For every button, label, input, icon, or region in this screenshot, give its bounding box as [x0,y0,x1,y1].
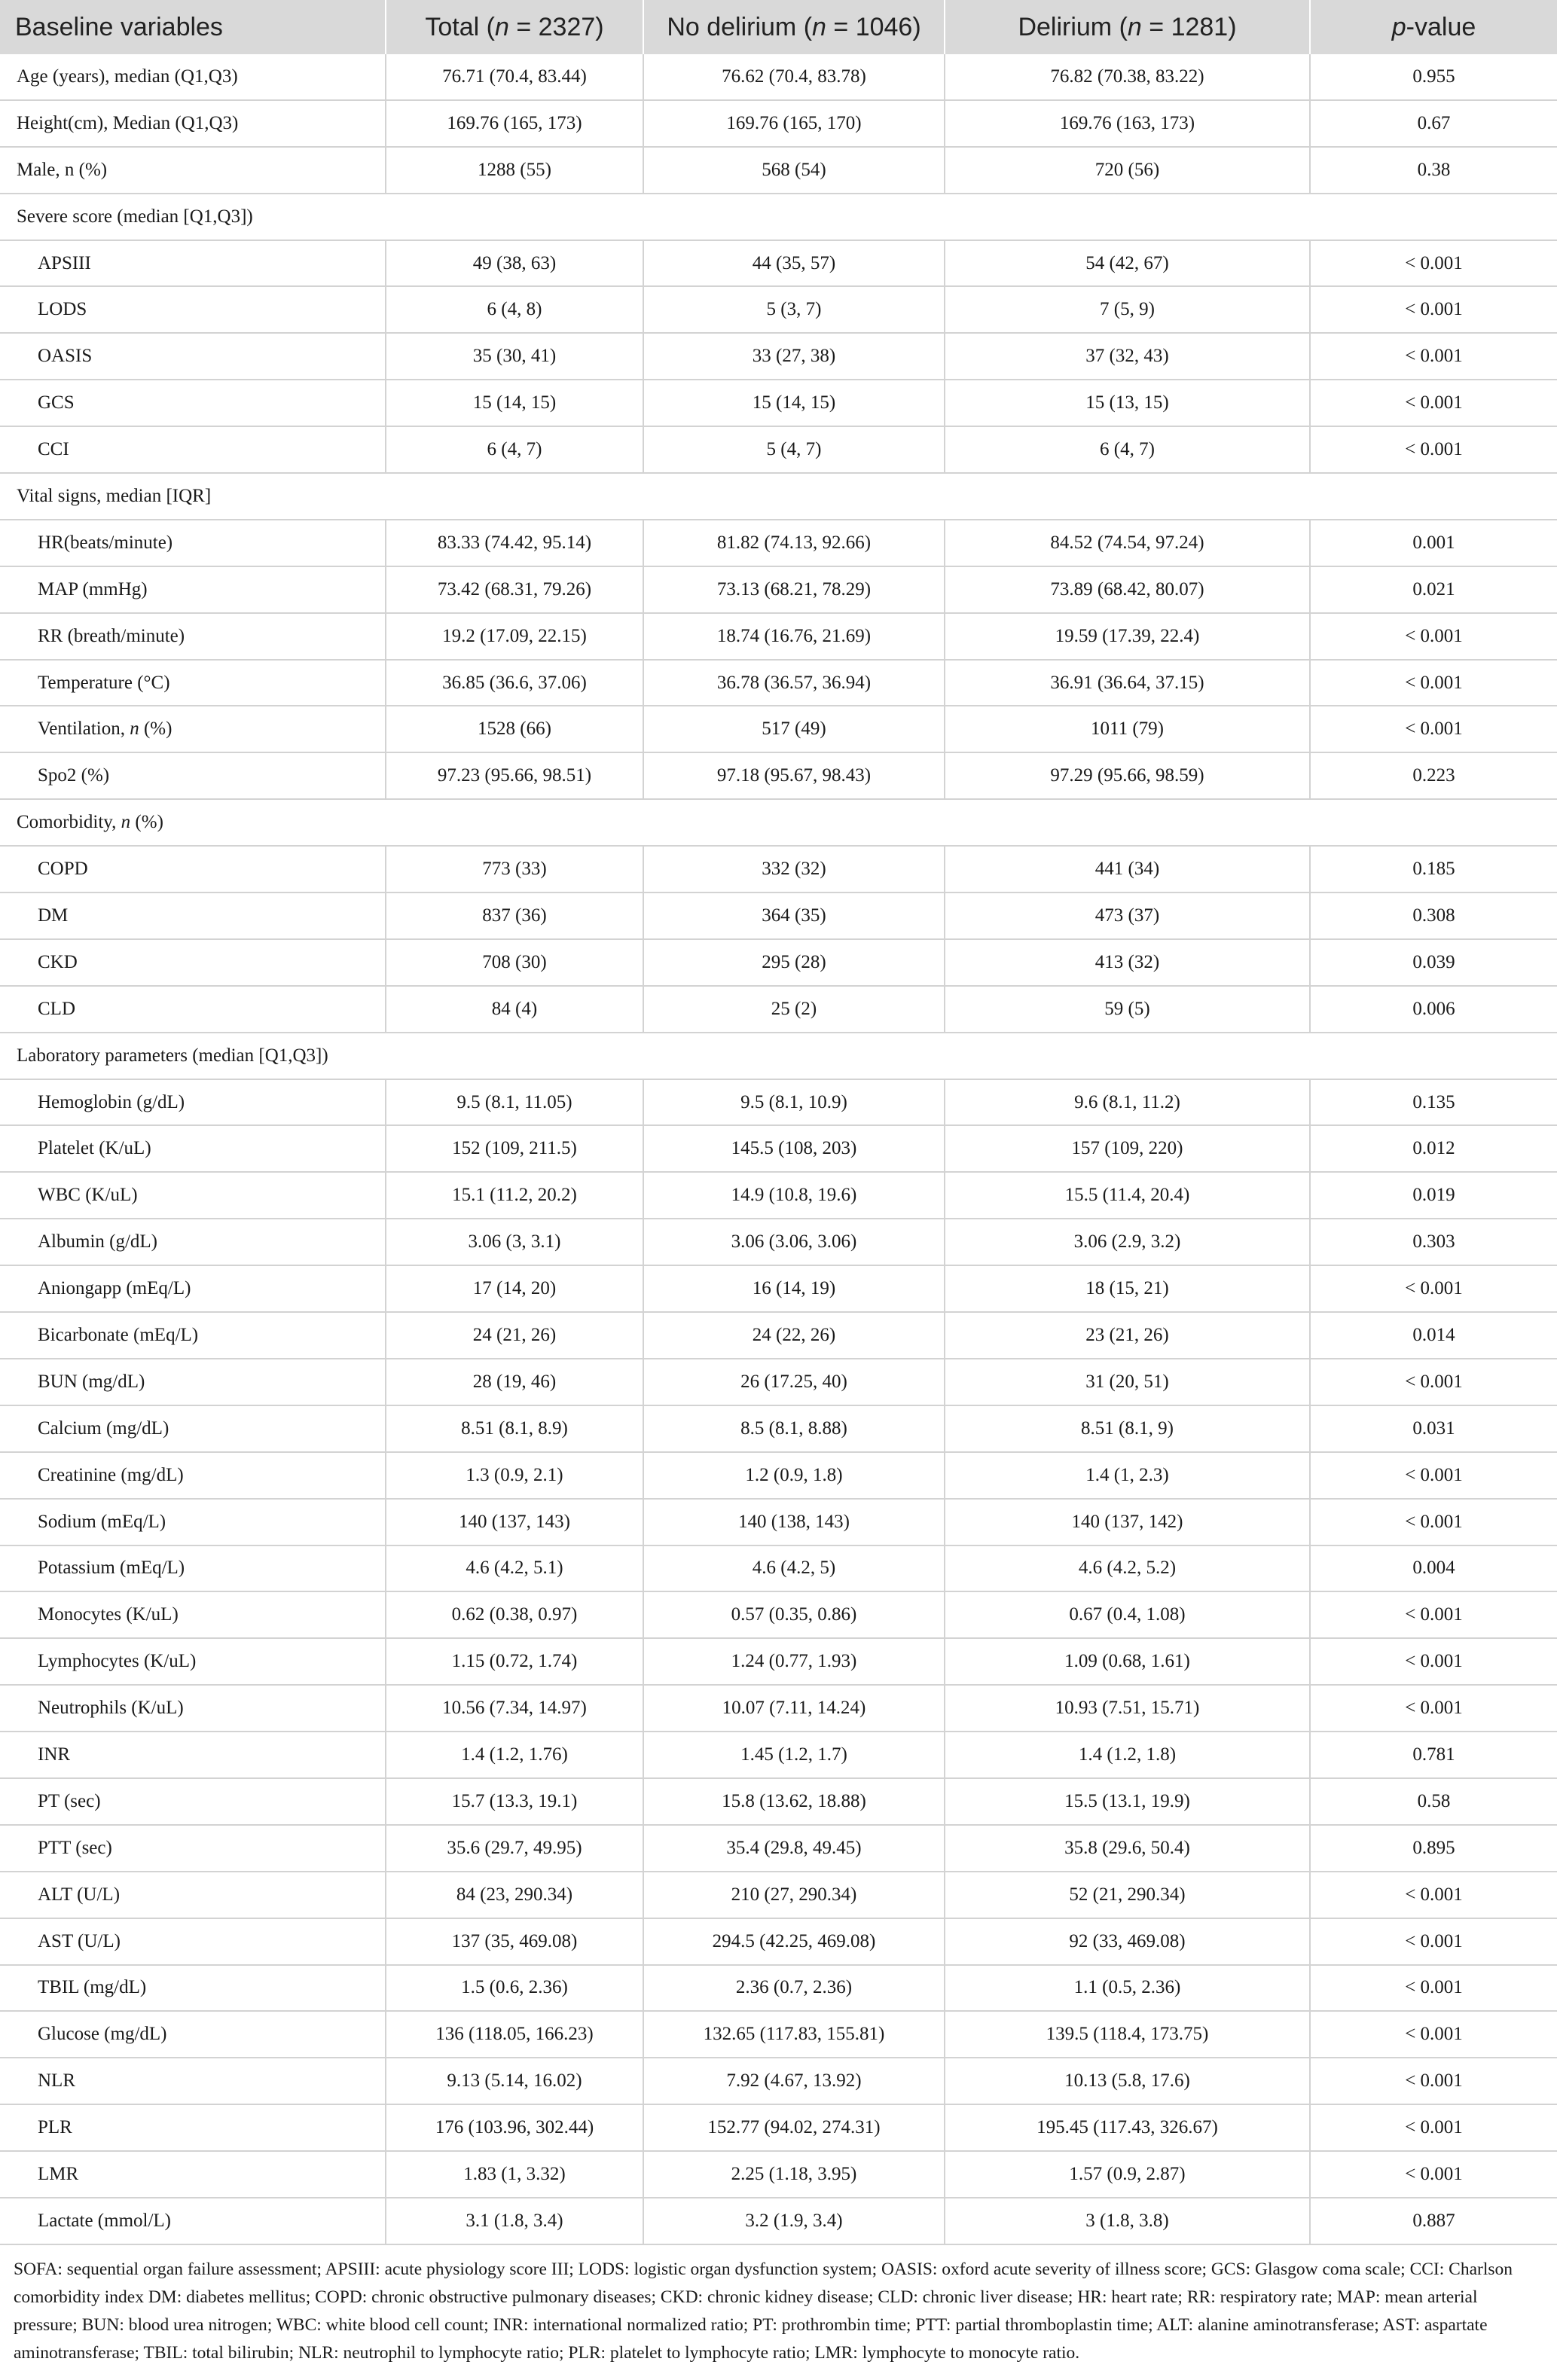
delirium-cell: 15.5 (11.4, 20.4) [945,1172,1310,1219]
row-label: Potassium (mEq/L) [0,1545,386,1592]
row-label: AST (U/L) [0,1918,386,1965]
p-value-cell: 0.38 [1310,147,1557,194]
p-value-cell: < 0.001 [1310,426,1557,473]
p-value-cell: 0.58 [1310,1778,1557,1825]
delirium-cell: 6 (4, 7) [945,426,1310,473]
table-row [0,1825,1557,1872]
table-section-row [0,1033,1557,1079]
table-row [0,706,1557,752]
delirium-cell: 97.29 (95.66, 98.59) [945,752,1310,799]
no-delirium-cell: 15.8 (13.62, 18.88) [643,1778,945,1825]
table-row [0,660,1557,706]
total-cell: 83.33 (74.42, 95.14) [386,520,643,566]
p-value-cell: 0.021 [1310,566,1557,613]
p-value-cell: 0.955 [1310,54,1557,100]
section-label: Laboratory parameters (median [Q1,Q3]) [0,1033,1557,1079]
delirium-cell: 1.1 (0.5, 2.36) [945,1965,1310,2012]
header-total: Total (n = 2327) [386,0,643,54]
total-cell: 35 (30, 41) [386,333,643,380]
p-value-cell: 0.014 [1310,1312,1557,1359]
no-delirium-cell: 5 (3, 7) [643,286,945,333]
no-delirium-cell: 1.45 (1.2, 1.7) [643,1732,945,1778]
delirium-cell: 7 (5, 9) [945,286,1310,333]
total-cell: 136 (118.05, 166.23) [386,2011,643,2058]
no-delirium-cell: 24 (22, 26) [643,1312,945,1359]
row-label: ALT (U/L) [0,1872,386,1918]
p-value-cell: 0.039 [1310,939,1557,986]
table-footnote: SOFA: sequential organ failure assessment; APSIII: acute physiology score III; LODS: logistic organ dysfunction system; OASIS: oxford acute severity of illness score; GCS: Glasgow coma scale; CCI: Charlson comorbidity index DM: diabetes mellitus; COPD: chronic obstructive pulmonary diseases; CKD: chronic kidney disease; CLD: chronic liver disease; HR: heart rate; RR: respiratory rate; MAP: mean arterial pressure; BUN: blood urea nitrogen; WBC: white blood cell count; INR: international normalized ratio; PT: prothrombin time; PTT: partial thromboplastin time; ALT: alanine aminotransferase; AST: aspartate aminotransferase; TBIL: total bilirubin; NLR: neutrophil to lymphocyte ratio; PLR: platelet to lymphocyte ratio; LMR: lymphocyte to monocyte ratio. [14,2259,1513,2363]
table-row [0,1685,1557,1732]
table-row [0,1638,1557,1685]
total-cell: 35.6 (29.7, 49.95) [386,1825,643,1872]
total-cell: 0.62 (0.38, 0.97) [386,1591,643,1638]
total-cell: 10.56 (7.34, 14.97) [386,1685,643,1732]
no-delirium-cell: 2.25 (1.18, 3.95) [643,2151,945,2198]
p-value-cell: < 0.001 [1310,1591,1557,1638]
delirium-cell: 76.82 (70.38, 83.22) [945,54,1310,100]
table-row [0,2011,1557,2058]
no-delirium-cell: 517 (49) [643,706,945,752]
p-value-cell: < 0.001 [1310,240,1557,287]
no-delirium-cell: 332 (32) [643,846,945,892]
row-label: RR (breath/minute) [0,613,386,660]
p-value-cell: 0.185 [1310,846,1557,892]
total-cell: 708 (30) [386,939,643,986]
row-label: CLD [0,986,386,1033]
no-delirium-cell: 33 (27, 38) [643,333,945,380]
delirium-cell: 720 (56) [945,147,1310,194]
row-label: INR [0,1732,386,1778]
row-label: DM [0,892,386,939]
no-delirium-cell: 18.74 (16.76, 21.69) [643,613,945,660]
total-cell: 3.06 (3, 3.1) [386,1219,643,1265]
p-value-cell: < 0.001 [1310,286,1557,333]
total-cell: 176 (103.96, 302.44) [386,2104,643,2151]
p-value-cell: 0.135 [1310,1079,1557,1126]
row-label: Height(cm), Median (Q1,Q3) [0,100,386,147]
delirium-cell: 31 (20, 51) [945,1359,1310,1405]
table-row [0,1219,1557,1265]
table-row [0,426,1557,473]
total-cell: 4.6 (4.2, 5.1) [386,1545,643,1592]
table-row [0,2198,1557,2244]
no-delirium-cell: 364 (35) [643,892,945,939]
table-row [0,986,1557,1033]
p-value-cell: < 0.001 [1310,333,1557,380]
no-delirium-cell: 26 (17.25, 40) [643,1359,945,1405]
table-row [0,1872,1557,1918]
total-cell: 15.7 (13.3, 19.1) [386,1778,643,1825]
total-cell: 773 (33) [386,846,643,892]
table-row [0,1125,1557,1172]
p-value-cell: < 0.001 [1310,1452,1557,1499]
no-delirium-cell: 1.2 (0.9, 1.8) [643,1452,945,1499]
delirium-cell: 1.09 (0.68, 1.61) [945,1638,1310,1685]
p-value-cell: 0.006 [1310,986,1557,1033]
delirium-cell: 18 (15, 21) [945,1265,1310,1312]
table-row [0,2104,1557,2151]
table-row [0,1918,1557,1965]
no-delirium-cell: 5 (4, 7) [643,426,945,473]
total-cell: 9.13 (5.14, 16.02) [386,2058,643,2104]
delirium-cell: 52 (21, 290.34) [945,1872,1310,1918]
delirium-cell: 54 (42, 67) [945,240,1310,287]
table-row [0,1079,1557,1126]
no-delirium-cell: 3.06 (3.06, 3.06) [643,1219,945,1265]
no-delirium-cell: 73.13 (68.21, 78.29) [643,566,945,613]
p-value-cell: 0.303 [1310,1219,1557,1265]
total-cell: 137 (35, 469.08) [386,1918,643,1965]
p-value-cell: 0.887 [1310,2198,1557,2244]
row-label: Bicarbonate (mEq/L) [0,1312,386,1359]
no-delirium-cell: 3.2 (1.9, 3.4) [643,2198,945,2244]
row-label: Glucose (mg/dL) [0,2011,386,2058]
table-row [0,1172,1557,1219]
table-row [0,1965,1557,2012]
row-label: Temperature (°C) [0,660,386,706]
no-delirium-cell: 568 (54) [643,147,945,194]
total-cell: 6 (4, 8) [386,286,643,333]
no-delirium-cell: 14.9 (10.8, 19.6) [643,1172,945,1219]
p-value-cell: 0.031 [1310,1405,1557,1452]
p-value-cell: < 0.001 [1310,1265,1557,1312]
table-row [0,939,1557,986]
row-label: MAP (mmHg) [0,566,386,613]
row-label: HR(beats/minute) [0,520,386,566]
no-delirium-cell: 145.5 (108, 203) [643,1125,945,1172]
p-value-cell: 0.895 [1310,1825,1557,1872]
no-delirium-cell: 8.5 (8.1, 8.88) [643,1405,945,1452]
no-delirium-cell: 97.18 (95.67, 98.43) [643,752,945,799]
delirium-cell: 139.5 (118.4, 173.75) [945,2011,1310,2058]
table-row [0,286,1557,333]
delirium-cell: 3 (1.8, 3.8) [945,2198,1310,2244]
section-label: Severe score (median [Q1,Q3]) [0,194,1557,240]
header-baseline-variables: Baseline variables [0,0,386,54]
p-value-cell: 0.308 [1310,892,1557,939]
p-value-cell: < 0.001 [1310,2011,1557,2058]
total-cell: 1288 (55) [386,147,643,194]
row-label: Lactate (mmol/L) [0,2198,386,2244]
table-row [0,1591,1557,1638]
total-cell: 1.5 (0.6, 2.36) [386,1965,643,2012]
row-label: WBC (K/uL) [0,1172,386,1219]
row-label: TBIL (mg/dL) [0,1965,386,2012]
no-delirium-cell: 132.65 (117.83, 155.81) [643,2011,945,2058]
no-delirium-cell: 9.5 (8.1, 10.9) [643,1079,945,1126]
row-label: NLR [0,2058,386,2104]
p-value-cell: 0.004 [1310,1545,1557,1592]
row-label: GCS [0,380,386,426]
p-value-cell: < 0.001 [1310,2058,1557,2104]
delirium-cell: 195.45 (117.43, 326.67) [945,2104,1310,2151]
table-row [0,1545,1557,1592]
delirium-cell: 473 (37) [945,892,1310,939]
table-row [0,1312,1557,1359]
table-body [0,54,1557,2244]
delirium-cell: 1011 (79) [945,706,1310,752]
delirium-cell: 4.6 (4.2, 5.2) [945,1545,1310,1592]
total-cell: 1.3 (0.9, 2.1) [386,1452,643,1499]
no-delirium-cell: 44 (35, 57) [643,240,945,287]
delirium-cell: 157 (109, 220) [945,1125,1310,1172]
table-row [0,1405,1557,1452]
no-delirium-cell: 25 (2) [643,986,945,1033]
total-cell: 97.23 (95.66, 98.51) [386,752,643,799]
p-value-cell: < 0.001 [1310,613,1557,660]
no-delirium-cell: 76.62 (70.4, 83.78) [643,54,945,100]
total-cell: 19.2 (17.09, 22.15) [386,613,643,660]
p-value-cell: < 0.001 [1310,706,1557,752]
no-delirium-cell: 16 (14, 19) [643,1265,945,1312]
row-label: Monocytes (K/uL) [0,1591,386,1638]
delirium-cell: 9.6 (8.1, 11.2) [945,1079,1310,1126]
table-row [0,240,1557,287]
p-value-cell: < 0.001 [1310,380,1557,426]
delirium-cell: 37 (32, 43) [945,333,1310,380]
delirium-cell: 84.52 (74.54, 97.24) [945,520,1310,566]
p-value-cell: 0.67 [1310,100,1557,147]
row-label: COPD [0,846,386,892]
no-delirium-cell: 0.57 (0.35, 0.86) [643,1591,945,1638]
no-delirium-cell: 35.4 (29.8, 49.45) [643,1825,945,1872]
total-cell: 1.4 (1.2, 1.76) [386,1732,643,1778]
row-label: Neutrophils (K/uL) [0,1685,386,1732]
p-value-cell: < 0.001 [1310,660,1557,706]
p-value-cell: < 0.001 [1310,1685,1557,1732]
delirium-cell: 441 (34) [945,846,1310,892]
no-delirium-cell: 36.78 (36.57, 36.94) [643,660,945,706]
no-delirium-cell: 81.82 (74.13, 92.66) [643,520,945,566]
delirium-cell: 1.4 (1.2, 1.8) [945,1732,1310,1778]
total-cell: 6 (4, 7) [386,426,643,473]
total-cell: 1.15 (0.72, 1.74) [386,1638,643,1685]
total-cell: 24 (21, 26) [386,1312,643,1359]
p-value-cell: < 0.001 [1310,1499,1557,1545]
row-label: Sodium (mEq/L) [0,1499,386,1545]
p-value-cell: < 0.001 [1310,1918,1557,1965]
total-cell: 15.1 (11.2, 20.2) [386,1172,643,1219]
section-label: Comorbidity, n (%) [0,799,1557,846]
row-label: Spo2 (%) [0,752,386,799]
row-label: PTT (sec) [0,1825,386,1872]
row-label: CCI [0,426,386,473]
total-cell: 15 (14, 15) [386,380,643,426]
table-section-row [0,799,1557,846]
delirium-cell: 15 (13, 15) [945,380,1310,426]
row-label: Calcium (mg/dL) [0,1405,386,1452]
row-label: BUN (mg/dL) [0,1359,386,1405]
delirium-cell: 15.5 (13.1, 19.9) [945,1778,1310,1825]
p-value-cell: < 0.001 [1310,2151,1557,2198]
delirium-cell: 8.51 (8.1, 9) [945,1405,1310,1452]
total-cell: 140 (137, 143) [386,1499,643,1545]
table-row [0,2151,1557,2198]
p-value-cell: 0.012 [1310,1125,1557,1172]
total-cell: 152 (109, 211.5) [386,1125,643,1172]
delirium-cell: 1.57 (0.9, 2.87) [945,2151,1310,2198]
p-value-cell: 0.019 [1310,1172,1557,1219]
section-label: Vital signs, median [IQR] [0,473,1557,520]
row-label: Male, n (%) [0,147,386,194]
delirium-cell: 3.06 (2.9, 3.2) [945,1219,1310,1265]
no-delirium-cell: 152.77 (94.02, 274.31) [643,2104,945,2151]
row-label: Creatinine (mg/dL) [0,1452,386,1499]
table-row [0,380,1557,426]
delirium-cell: 35.8 (29.6, 50.4) [945,1825,1310,1872]
p-value-cell: < 0.001 [1310,1359,1557,1405]
total-cell: 28 (19, 46) [386,1359,643,1405]
no-delirium-cell: 169.76 (165, 170) [643,100,945,147]
header-no-delirium: No delirium (n = 1046) [643,0,945,54]
p-value-cell: < 0.001 [1310,1872,1557,1918]
table-row [0,1452,1557,1499]
delirium-cell: 10.13 (5.8, 17.6) [945,2058,1310,2104]
p-value-cell: 0.001 [1310,520,1557,566]
no-delirium-cell: 140 (138, 143) [643,1499,945,1545]
delirium-cell: 73.89 (68.42, 80.07) [945,566,1310,613]
total-cell: 3.1 (1.8, 3.4) [386,2198,643,2244]
total-cell: 36.85 (36.6, 37.06) [386,660,643,706]
table-row [0,1265,1557,1312]
row-label: Aniongapp (mEq/L) [0,1265,386,1312]
table-section-row [0,194,1557,240]
p-value-cell: 0.781 [1310,1732,1557,1778]
row-label: APSIII [0,240,386,287]
p-value-cell: < 0.001 [1310,1638,1557,1685]
delirium-cell: 36.91 (36.64, 37.15) [945,660,1310,706]
total-cell: 169.76 (165, 173) [386,100,643,147]
row-label: OASIS [0,333,386,380]
row-label: PT (sec) [0,1778,386,1825]
total-cell: 84 (23, 290.34) [386,1872,643,1918]
table-row [0,2058,1557,2104]
row-label: LMR [0,2151,386,2198]
row-label: Platelet (K/uL) [0,1125,386,1172]
table-row [0,1732,1557,1778]
no-delirium-cell: 7.92 (4.67, 13.92) [643,2058,945,2104]
no-delirium-cell: 294.5 (42.25, 469.08) [643,1918,945,1965]
delirium-cell: 140 (137, 142) [945,1499,1310,1545]
delirium-cell: 169.76 (163, 173) [945,100,1310,147]
no-delirium-cell: 10.07 (7.11, 14.24) [643,1685,945,1732]
row-label: Hemoglobin (g/dL) [0,1079,386,1126]
table-row [0,333,1557,380]
total-cell: 9.5 (8.1, 11.05) [386,1079,643,1126]
delirium-cell: 92 (33, 469.08) [945,1918,1310,1965]
no-delirium-cell: 1.24 (0.77, 1.93) [643,1638,945,1685]
total-cell: 1.83 (1, 3.32) [386,2151,643,2198]
total-cell: 73.42 (68.31, 79.26) [386,566,643,613]
table-row [0,846,1557,892]
delirium-cell: 0.67 (0.4, 1.08) [945,1591,1310,1638]
header-row [0,0,1557,54]
row-label: CKD [0,939,386,986]
total-cell: 49 (38, 63) [386,240,643,287]
header-delirium: Delirium (n = 1281) [945,0,1310,54]
row-label: Lymphocytes (K/uL) [0,1638,386,1685]
p-value-cell: < 0.001 [1310,2104,1557,2151]
row-label: Ventilation, n (%) [0,706,386,752]
table-row [0,147,1557,194]
delirium-cell: 1.4 (1, 2.3) [945,1452,1310,1499]
no-delirium-cell: 210 (27, 290.34) [643,1872,945,1918]
table-section-row [0,473,1557,520]
table-row [0,54,1557,100]
total-cell: 84 (4) [386,986,643,1033]
total-cell: 1528 (66) [386,706,643,752]
total-cell: 837 (36) [386,892,643,939]
table-row [0,100,1557,147]
table-row [0,1499,1557,1545]
row-label: PLR [0,2104,386,2151]
row-label: LODS [0,286,386,333]
delirium-cell: 10.93 (7.51, 15.71) [945,1685,1310,1732]
delirium-cell: 23 (21, 26) [945,1312,1310,1359]
total-cell: 76.71 (70.4, 83.44) [386,54,643,100]
delirium-cell: 19.59 (17.39, 22.4) [945,613,1310,660]
table-row [0,752,1557,799]
row-label: Age (years), median (Q1,Q3) [0,54,386,100]
row-label: Albumin (g/dL) [0,1219,386,1265]
table-row [0,1778,1557,1825]
header-p-value: p-value [1310,0,1557,54]
no-delirium-cell: 15 (14, 15) [643,380,945,426]
p-value-cell: 0.223 [1310,752,1557,799]
table-row [0,566,1557,613]
total-cell: 8.51 (8.1, 8.9) [386,1405,643,1452]
no-delirium-cell: 2.36 (0.7, 2.36) [643,1965,945,2012]
table-header [0,0,1557,54]
p-value-cell: < 0.001 [1310,1965,1557,2012]
table-row [0,1359,1557,1405]
delirium-cell: 59 (5) [945,986,1310,1033]
delirium-cell: 413 (32) [945,939,1310,986]
table-row [0,892,1557,939]
total-cell: 17 (14, 20) [386,1265,643,1312]
no-delirium-cell: 295 (28) [643,939,945,986]
table-row [0,520,1557,566]
no-delirium-cell: 4.6 (4.2, 5) [643,1545,945,1592]
table-row [0,613,1557,660]
